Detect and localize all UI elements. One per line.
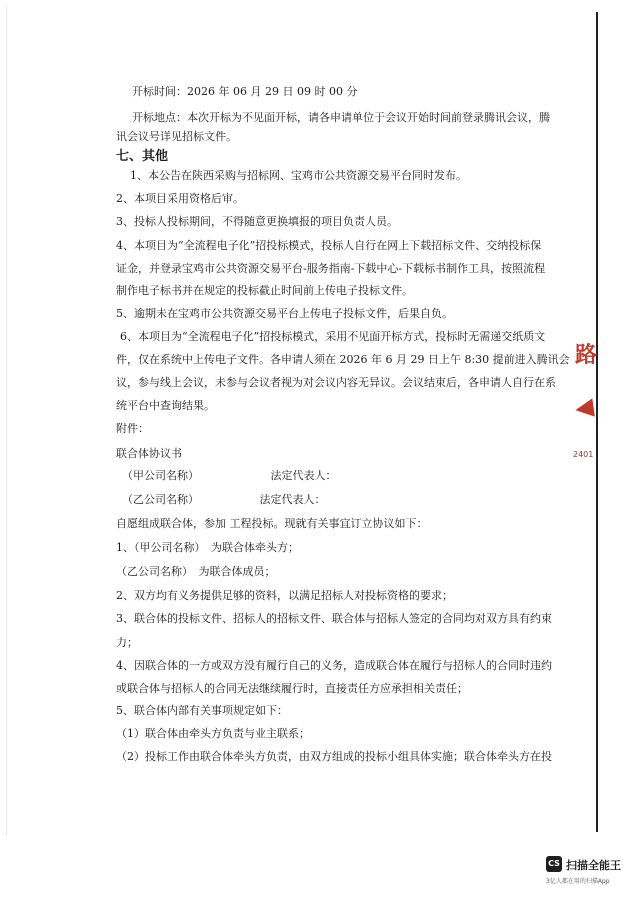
item-6-cont-1: 件，仅在系统中上传电子文件。各申请人须在 2026 年 6 月 29 日上午 8:30 提前进入腾讯会: [116, 353, 570, 366]
party-b-line: （乙公司名称） 法定代表人：: [122, 493, 326, 506]
clause-5: 5、联合体内部有关事项规定如下：: [116, 704, 288, 717]
clause-1-member: （乙公司名称） 为联合体成员；: [116, 565, 276, 578]
item-2: 2、本项目采用资格后审。: [116, 192, 244, 205]
item-5: 5、逾期未在宝鸡市公共资源交易平台上传电子投标文件，后果自负。: [116, 307, 453, 320]
clause-3: 3、联合体的投标文件、招标人的招标文件、联合体与招标人签定的合同均对双方具有约束: [116, 612, 552, 625]
clause-4: 4、因联合体的一方或双方没有履行自己的义务，造成联合体在履行与招标人的合同时违约: [116, 659, 552, 672]
red-seal-stamp: [573, 338, 601, 468]
agreement-intro: 自愿组成联合体，参加 工程投标。现就有关事宜订立协议如下：: [116, 517, 428, 530]
bid-opening-location: 开标地点：本次开标为不见面开标，请各申请单位于会议开始时间前登录腾讯会议，腾: [132, 111, 550, 124]
scanner-app-name: 扫描全能王: [566, 859, 621, 872]
consortium-agreement-title: 联合体协议书: [116, 447, 182, 460]
bid-opening-location-cont: 讯会议号详见招标文件。: [116, 130, 237, 143]
stamp-digits: 2401: [573, 450, 594, 459]
stamp-mark-icon: ◀: [573, 391, 596, 423]
clause-2: 2、双方均有义务提供足够的资料，以满足招标人对投标资格的要求；: [116, 589, 453, 602]
item-6: 6、本项目为“全流程电子化”招投标模式，采用不见面开标方式，投标时无需递交纸质文: [120, 330, 546, 343]
item-6-cont-2: 议，参与线上会议，未参与会议者视为对会议内容无异议。会议结束后，各申请人自行在系: [116, 376, 556, 389]
clause-3-cont: 力；: [116, 636, 138, 649]
section-title-other: 七、其他: [116, 149, 169, 164]
party-a-line: （甲公司名称） 法定代表人：: [122, 469, 337, 482]
item-6-cont-3: 统平台中查询结果。: [116, 399, 215, 412]
page-edge: [6, 6, 597, 836]
item-4: 4、本项目为“全流程电子化”招投标模式，投标人自行在网上下载招标文件、交纳投标保: [116, 239, 542, 252]
clause-4-cont: 或联合体与招标人的合同无法继续履行时，直接责任方应承担相关责任；: [116, 682, 468, 695]
item-4-cont-2: 制作电子标书并在规定的投标截止时间前上传电子投标文件。: [116, 284, 413, 297]
attachment-label: 附件：: [116, 422, 149, 435]
camscanner-logo-icon: CS: [546, 856, 562, 872]
clause-5-sub-2: （2）投标工作由联合体牵头方负责，由双方组成的投标小组具体实施；联合体牵头方在投: [116, 750, 552, 763]
clause-1: 1、（甲公司名称） 为联合体牵头方；: [116, 541, 299, 554]
clause-5-sub-1: （1）联合体由牵头方负责与业主联系；: [116, 727, 310, 740]
bid-opening-time: 开标时间：2026 年 06 月 29 日 09 时 00 分: [132, 85, 358, 98]
scanner-watermark: [546, 856, 632, 890]
stamp-char-1: 路: [575, 343, 598, 368]
item-4-cont-1: 证金，并登录宝鸡市公共资源交易平台-服务指南-下载中心-下载标书制作工具，按照流程: [116, 262, 546, 275]
item-1: 1、本公告在陕西采购与招标网、宝鸡市公共资源交易平台同时发布。: [130, 169, 467, 182]
item-3: 3、投标人投标期间，不得随意更换填报的项目负责人员。: [116, 215, 398, 228]
scanner-tagline: 3亿人都在用的扫描App: [546, 878, 610, 885]
